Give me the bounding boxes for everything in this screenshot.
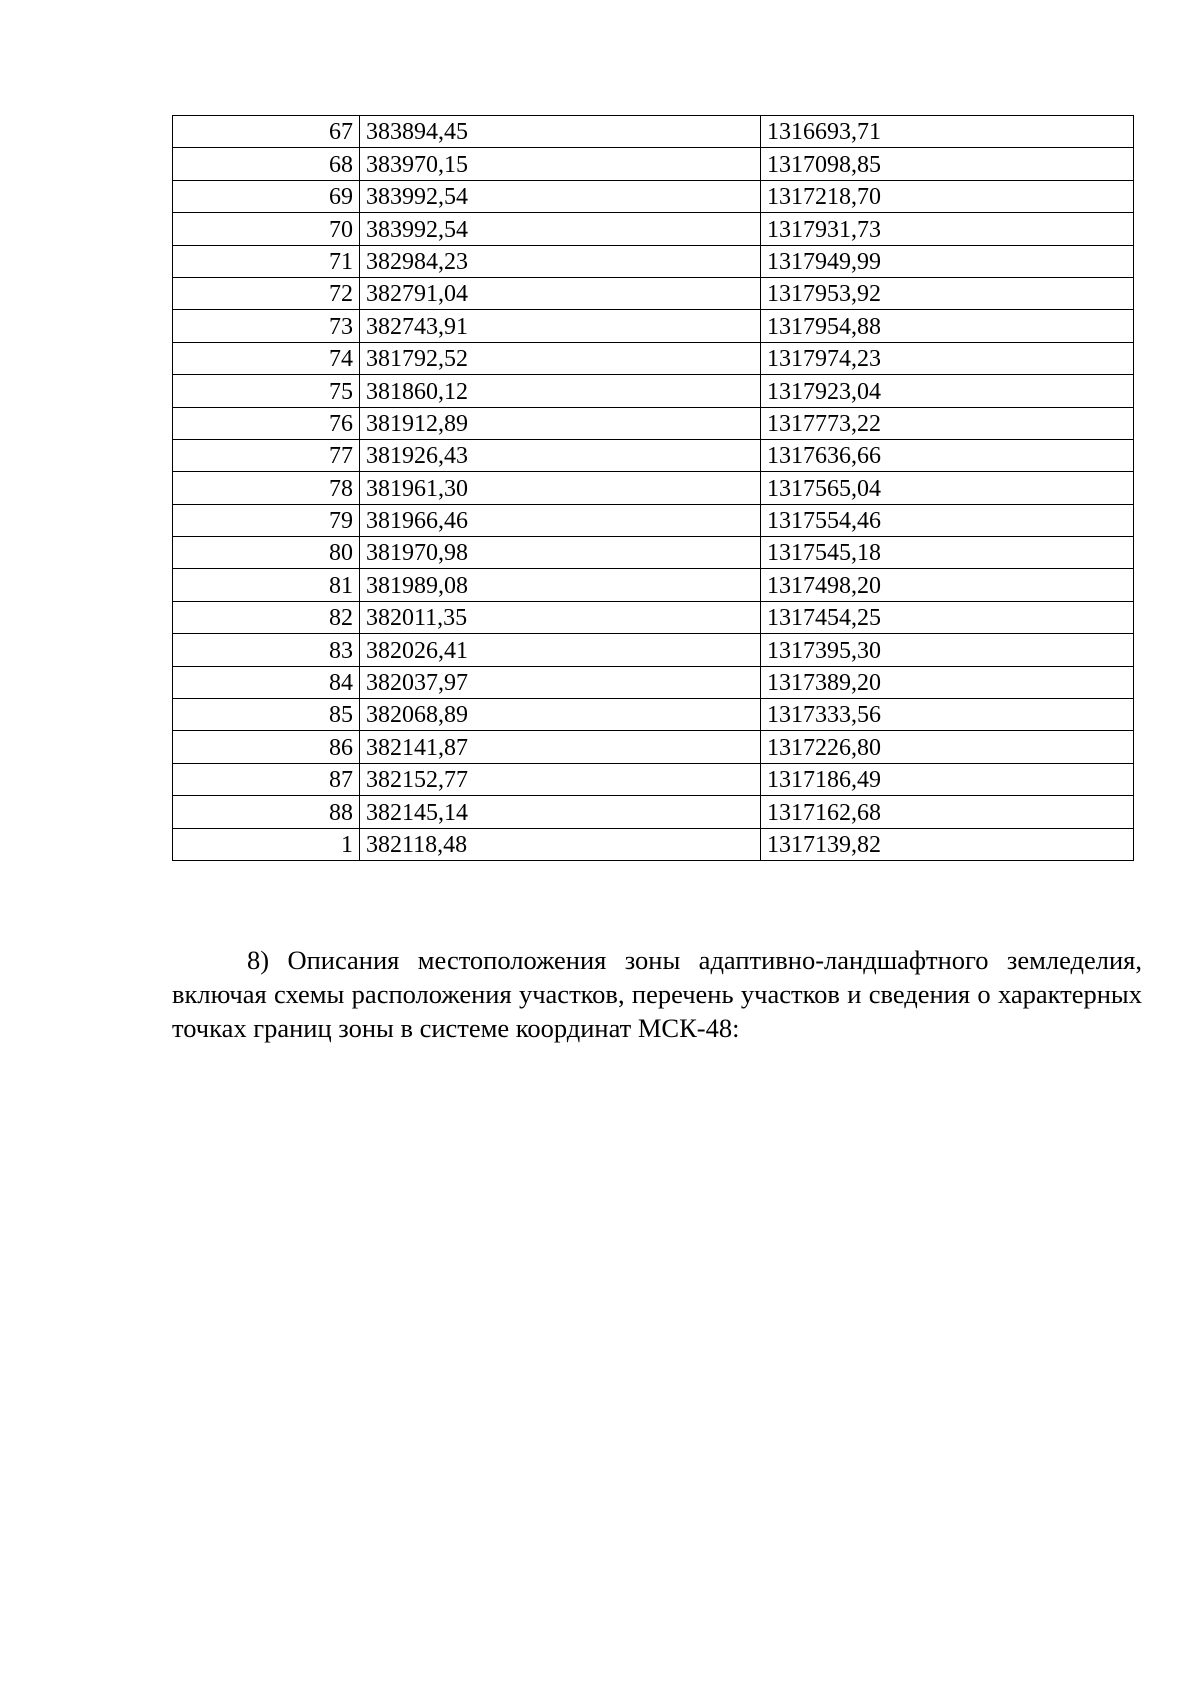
point-number-cell: 85 bbox=[173, 699, 360, 731]
point-number-cell: 67 bbox=[173, 116, 360, 148]
x-coordinate-cell: 381912,89 bbox=[360, 407, 761, 439]
y-coordinate-cell: 1317226,80 bbox=[761, 731, 1134, 763]
point-number-cell: 1 bbox=[173, 828, 360, 860]
x-coordinate-cell: 383894,45 bbox=[360, 116, 761, 148]
table-row bbox=[173, 828, 1134, 860]
table-row bbox=[173, 634, 1134, 666]
table-row bbox=[173, 180, 1134, 212]
y-coordinate-cell: 1317545,18 bbox=[761, 537, 1134, 569]
x-coordinate-cell: 382141,87 bbox=[360, 731, 761, 763]
point-number-cell: 74 bbox=[173, 342, 360, 374]
point-number-cell: 88 bbox=[173, 796, 360, 828]
point-number-cell: 81 bbox=[173, 569, 360, 601]
point-number-cell: 76 bbox=[173, 407, 360, 439]
table-row bbox=[173, 407, 1134, 439]
x-coordinate-cell: 382026,41 bbox=[360, 634, 761, 666]
table-row bbox=[173, 472, 1134, 504]
point-number-cell: 69 bbox=[173, 180, 360, 212]
y-coordinate-cell: 1317454,25 bbox=[761, 601, 1134, 633]
y-coordinate-cell: 1317186,49 bbox=[761, 763, 1134, 795]
table-row bbox=[173, 699, 1134, 731]
point-number-cell: 68 bbox=[173, 148, 360, 180]
point-number-cell: 77 bbox=[173, 439, 360, 471]
y-coordinate-cell: 1317923,04 bbox=[761, 375, 1134, 407]
x-coordinate-cell: 382068,89 bbox=[360, 699, 761, 731]
y-coordinate-cell: 1317636,66 bbox=[761, 439, 1134, 471]
y-coordinate-cell: 1317395,30 bbox=[761, 634, 1134, 666]
x-coordinate-cell: 382791,04 bbox=[360, 277, 761, 309]
x-coordinate-cell: 382011,35 bbox=[360, 601, 761, 633]
table-row bbox=[173, 439, 1134, 471]
point-number-cell: 71 bbox=[173, 245, 360, 277]
table-row bbox=[173, 116, 1134, 148]
coordinates-table bbox=[172, 115, 1134, 861]
table-row bbox=[173, 796, 1134, 828]
x-coordinate-cell: 382743,91 bbox=[360, 310, 761, 342]
point-number-cell: 79 bbox=[173, 504, 360, 536]
x-coordinate-cell: 381989,08 bbox=[360, 569, 761, 601]
point-number-cell: 73 bbox=[173, 310, 360, 342]
y-coordinate-cell: 1317333,56 bbox=[761, 699, 1134, 731]
y-coordinate-cell: 1317554,46 bbox=[761, 504, 1134, 536]
y-coordinate-cell: 1317953,92 bbox=[761, 277, 1134, 309]
table-row bbox=[173, 763, 1134, 795]
coordinates-table-body bbox=[173, 116, 1134, 861]
y-coordinate-cell: 1317565,04 bbox=[761, 472, 1134, 504]
y-coordinate-cell: 1317498,20 bbox=[761, 569, 1134, 601]
y-coordinate-cell: 1317389,20 bbox=[761, 666, 1134, 698]
table-row bbox=[173, 504, 1134, 536]
table-row bbox=[173, 569, 1134, 601]
section-8-paragraph: 8) Описания местоположения зоны адаптивно-ландшафтного земледелия, включая схемы расположения участков, перечень участков и сведения о характерных точках границ зоны в системе координат МСК-48: bbox=[172, 944, 1142, 1043]
x-coordinate-cell: 381792,52 bbox=[360, 342, 761, 374]
table-row bbox=[173, 310, 1134, 342]
x-coordinate-cell: 381970,98 bbox=[360, 537, 761, 569]
y-coordinate-cell: 1317162,68 bbox=[761, 796, 1134, 828]
x-coordinate-cell: 381966,46 bbox=[360, 504, 761, 536]
y-coordinate-cell: 1317098,85 bbox=[761, 148, 1134, 180]
table-row bbox=[173, 731, 1134, 763]
x-coordinate-cell: 382152,77 bbox=[360, 763, 761, 795]
x-coordinate-cell: 383970,15 bbox=[360, 148, 761, 180]
y-coordinate-cell: 1317773,22 bbox=[761, 407, 1134, 439]
x-coordinate-cell: 382037,97 bbox=[360, 666, 761, 698]
table-row bbox=[173, 245, 1134, 277]
point-number-cell: 86 bbox=[173, 731, 360, 763]
x-coordinate-cell: 382145,14 bbox=[360, 796, 761, 828]
point-number-cell: 84 bbox=[173, 666, 360, 698]
x-coordinate-cell: 381926,43 bbox=[360, 439, 761, 471]
point-number-cell: 75 bbox=[173, 375, 360, 407]
x-coordinate-cell: 382118,48 bbox=[360, 828, 761, 860]
table-row bbox=[173, 342, 1134, 374]
x-coordinate-cell: 383992,54 bbox=[360, 213, 761, 245]
table-row bbox=[173, 375, 1134, 407]
y-coordinate-cell: 1317949,99 bbox=[761, 245, 1134, 277]
y-coordinate-cell: 1317139,82 bbox=[761, 828, 1134, 860]
table-row bbox=[173, 148, 1134, 180]
y-coordinate-cell: 1317974,23 bbox=[761, 342, 1134, 374]
point-number-cell: 72 bbox=[173, 277, 360, 309]
y-coordinate-cell: 1316693,71 bbox=[761, 116, 1134, 148]
table-row bbox=[173, 213, 1134, 245]
point-number-cell: 70 bbox=[173, 213, 360, 245]
x-coordinate-cell: 383992,54 bbox=[360, 180, 761, 212]
point-number-cell: 87 bbox=[173, 763, 360, 795]
x-coordinate-cell: 381961,30 bbox=[360, 472, 761, 504]
point-number-cell: 83 bbox=[173, 634, 360, 666]
table-row bbox=[173, 666, 1134, 698]
x-coordinate-cell: 381860,12 bbox=[360, 375, 761, 407]
point-number-cell: 80 bbox=[173, 537, 360, 569]
table-row bbox=[173, 277, 1134, 309]
y-coordinate-cell: 1317218,70 bbox=[761, 180, 1134, 212]
table-row bbox=[173, 537, 1134, 569]
point-number-cell: 78 bbox=[173, 472, 360, 504]
point-number-cell: 82 bbox=[173, 601, 360, 633]
x-coordinate-cell: 382984,23 bbox=[360, 245, 761, 277]
y-coordinate-cell: 1317954,88 bbox=[761, 310, 1134, 342]
table-row bbox=[173, 601, 1134, 633]
y-coordinate-cell: 1317931,73 bbox=[761, 213, 1134, 245]
